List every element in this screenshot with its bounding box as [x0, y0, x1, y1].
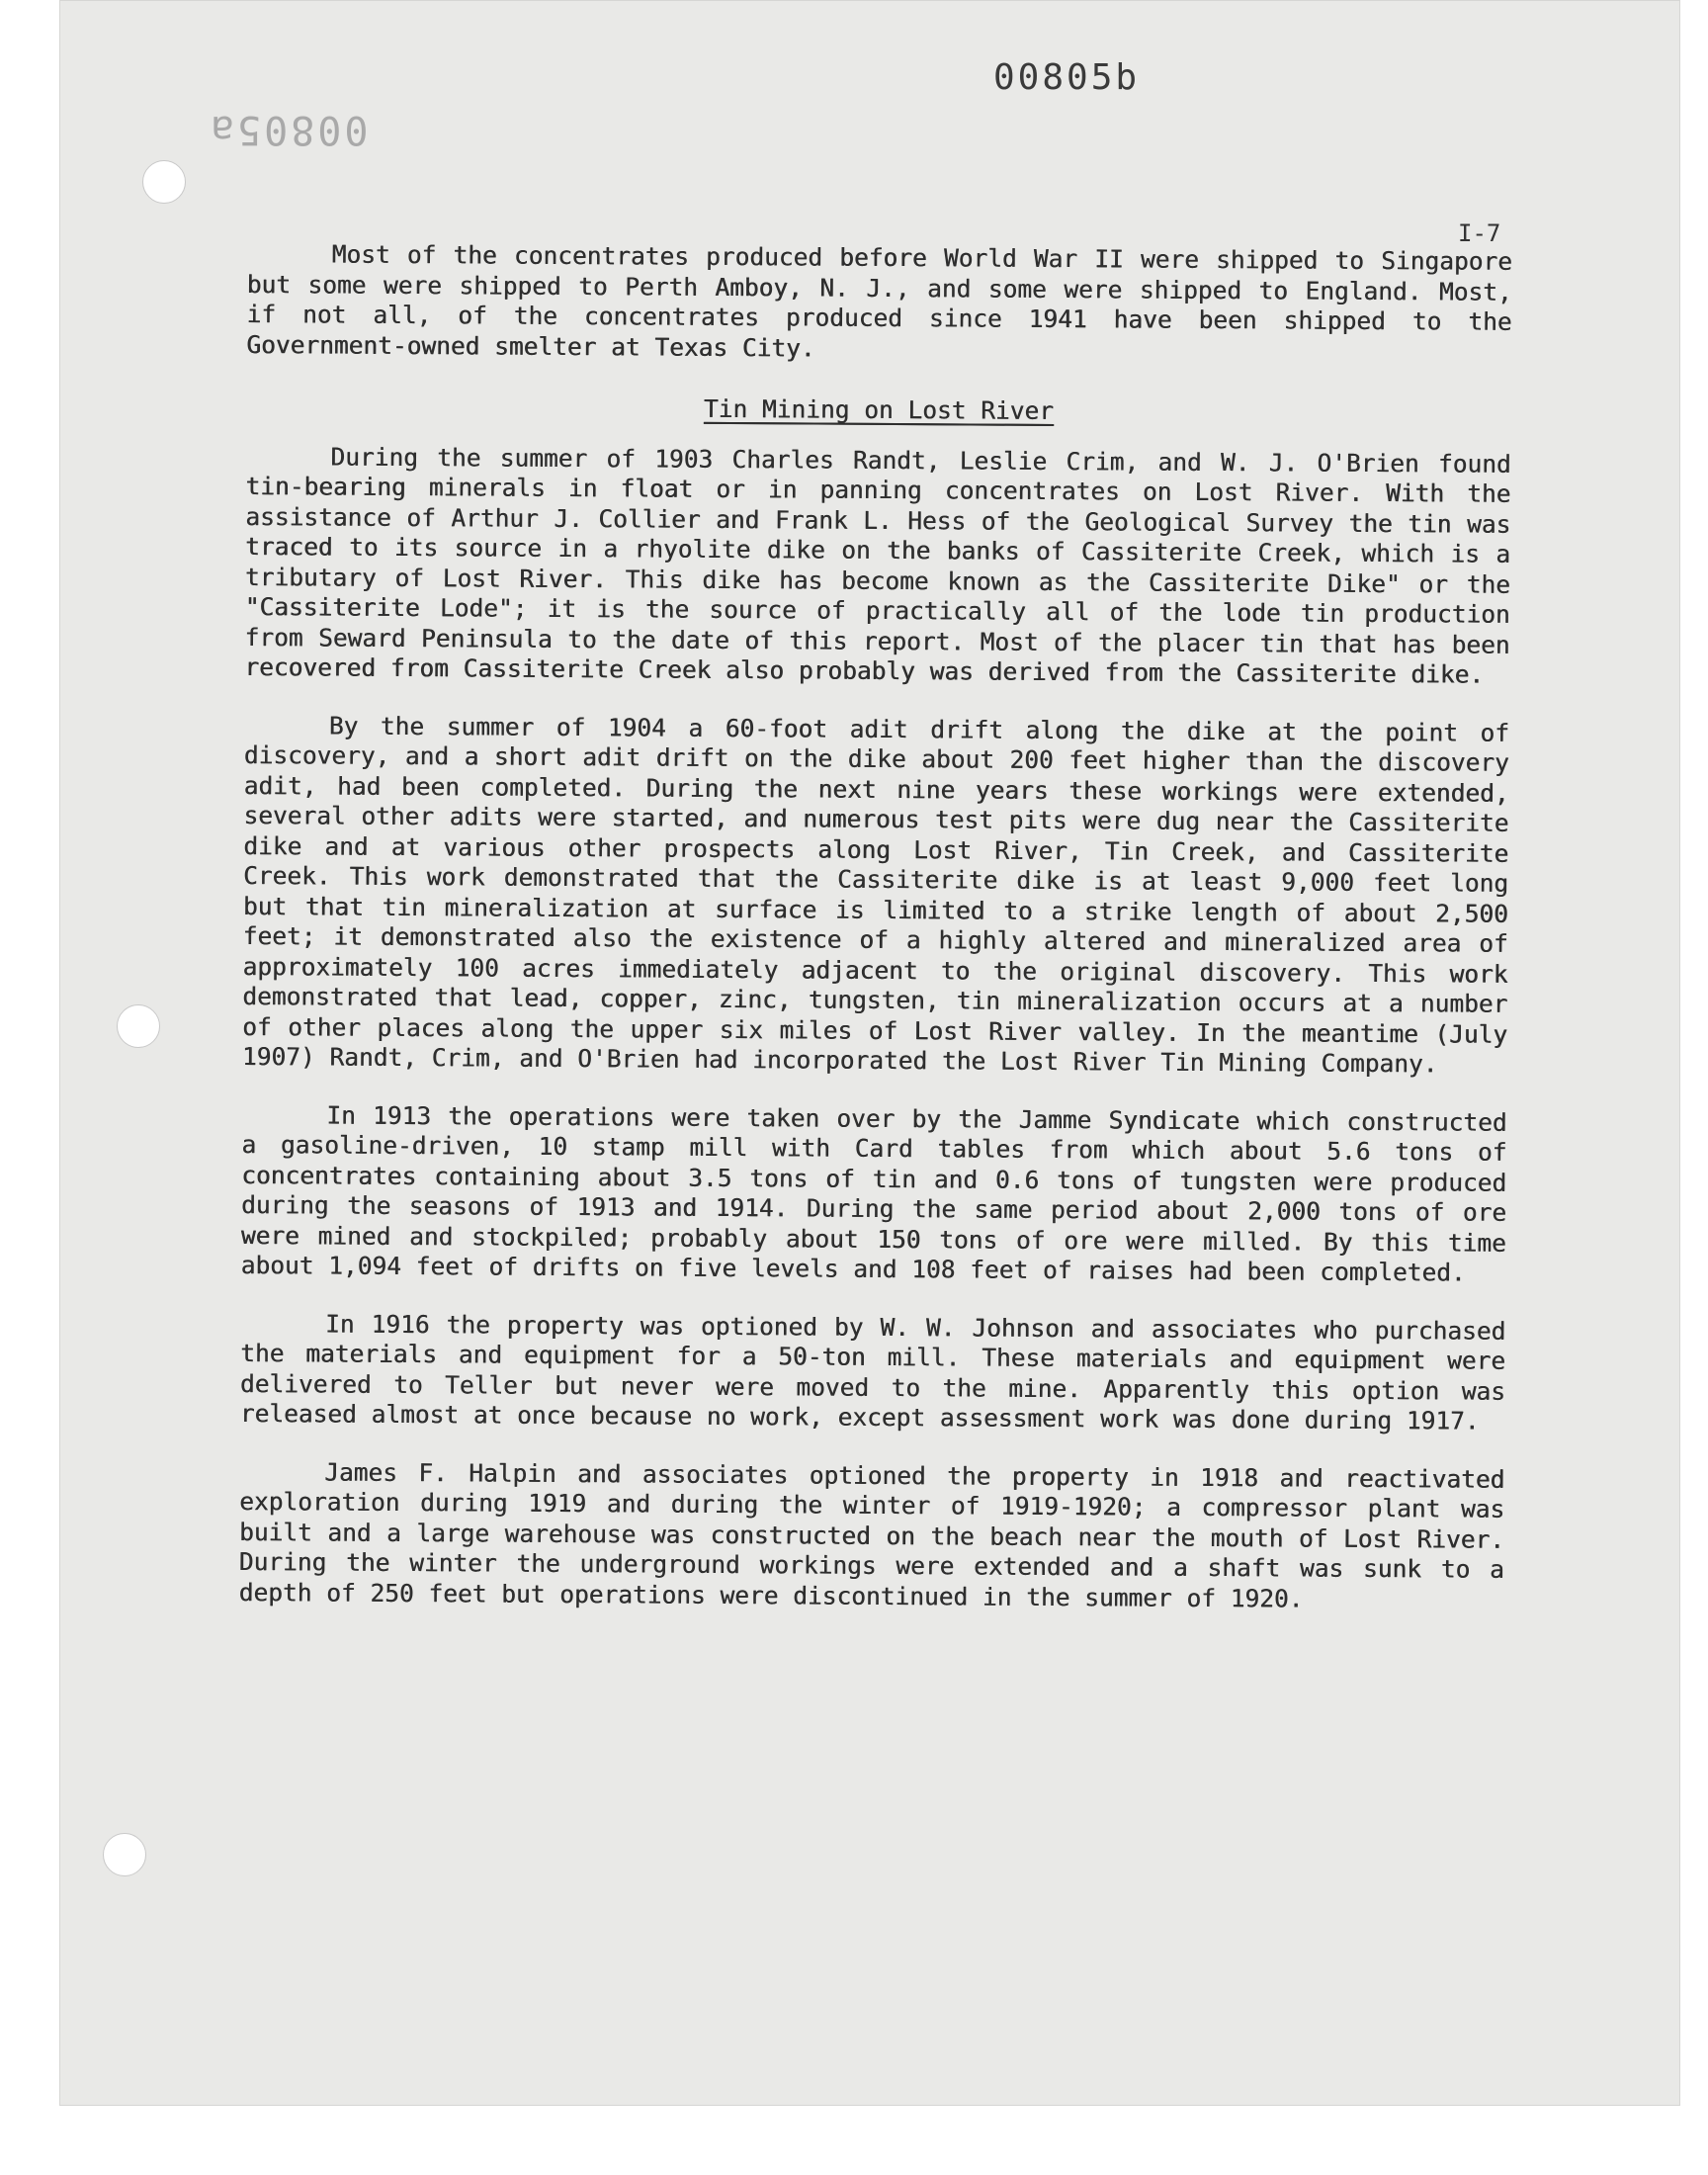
page-number: I-7	[1458, 219, 1501, 247]
section-heading	[246, 392, 1511, 429]
paragraph-johnson-option: In 1916 the property was optioned by W. W. Johnson and associates who purchased the materials and equipment for a 50-ton mill. These materials and equipment were delivered to Teller but never were moved to the mine. Apparently this option was released almost at once because no work, except assessment work was done during 1917.	[239, 1309, 1506, 1436]
section-heading-text: Tin Mining on Lost River	[703, 393, 1055, 425]
paragraph-halpin-exploration: James F. Halpin and associates optioned the property in 1918 and reactivated exploration during 1919 and during the winter of 1919-1920; a compressor plant was built and a large warehouse was constructed on the beach near the mouth of Lost River. During the winter the underground workings were extended and a shaft was sunk to a depth of 250 feet but operations were discontinued in the summer of 1920.	[238, 1457, 1505, 1613]
punch-hole-bottom	[103, 1833, 146, 1876]
paragraph-discovery: During the summer of 1903 Charles Randt, Leslie Crim, and W. J. O'Brien found tin-bearing minerals in float or in panning concentrates on Lost River. With the assistance of Arthur J. Collier and Frank L. Hess of the Geological Survey the tin was traced to its source in a rhyolite dike on the banks of Cassiterite Creek, which is a tributary of Lost River. This dike has become known as the Cassiterite Dike" or the "Cassiterite Lode"; it is the source of practically all of the lode tin production from Seward Peninsula to the date of this report. Most of the placer tin that has been recovered from Cassiterite Creek also probably was derived from the Cassiterite dike.	[244, 442, 1511, 689]
punch-hole-top	[142, 160, 186, 204]
bleed-through-stamp: 00805a	[208, 107, 369, 152]
document-body	[238, 239, 1512, 1643]
paragraph-jamme-syndicate: In 1913 the operations were taken over by the Jamme Syndicate which constructed a gasoline-driven, 10 stamp mill with Card tables from which about 5.6 tons of concentrates containing about 3.5 tons of tin and 0.6 tons of tungsten were produced during the seasons of 1913 and 1914. During the same period about 2,000 tons of ore were mined and stockpiled; probably about 150 tons of ore were milled. By this time about 1,094 feet of drifts on five levels and 108 feet of raises had been completed.	[240, 1100, 1507, 1287]
paragraph-early-workings: By the summer of 1904 a 60-foot adit drift along the dike at the point of discovery, and a short adit drift on the dike about 200 feet higher than the discovery adit, had been completed. During the next nine years these workings were extended, several other adits were started, and numerous test pits were dug near the Cassiterite dike and at various other prospects along Lost River, Tin Creek, and Cassiterite Creek. This work demonstrated that the Cassiterite dike is at least 9,000 feet long but that tin mineralization at surface is limited to a strike length of about 2,500 feet; it demonstrated also the existence of a highly altered and mineralized area of approximately 100 acres immediately adjacent to the original discovery. This work demonstrated that lead, copper, zinc, tungsten, tin mineralization occurs at a number of other places along the upper six miles of Lost River valley. In the meantime (July 1907) Randt, Crim, and O'Brien had incorporated the Lost River Tin Mining Company.	[241, 711, 1510, 1079]
document-stamp: 00805b	[993, 57, 1141, 98]
paragraph-exports: Most of the concentrates produced before World War II were shipped to Singapore but some were shipped to Perth Amboy, N. J., and some were shipped to England. Most, if not all, of the concentrates produced since 1941 have been shipped to the Government-owned smelter at Texas City.	[246, 239, 1512, 363]
punch-hole-middle	[117, 1004, 160, 1048]
